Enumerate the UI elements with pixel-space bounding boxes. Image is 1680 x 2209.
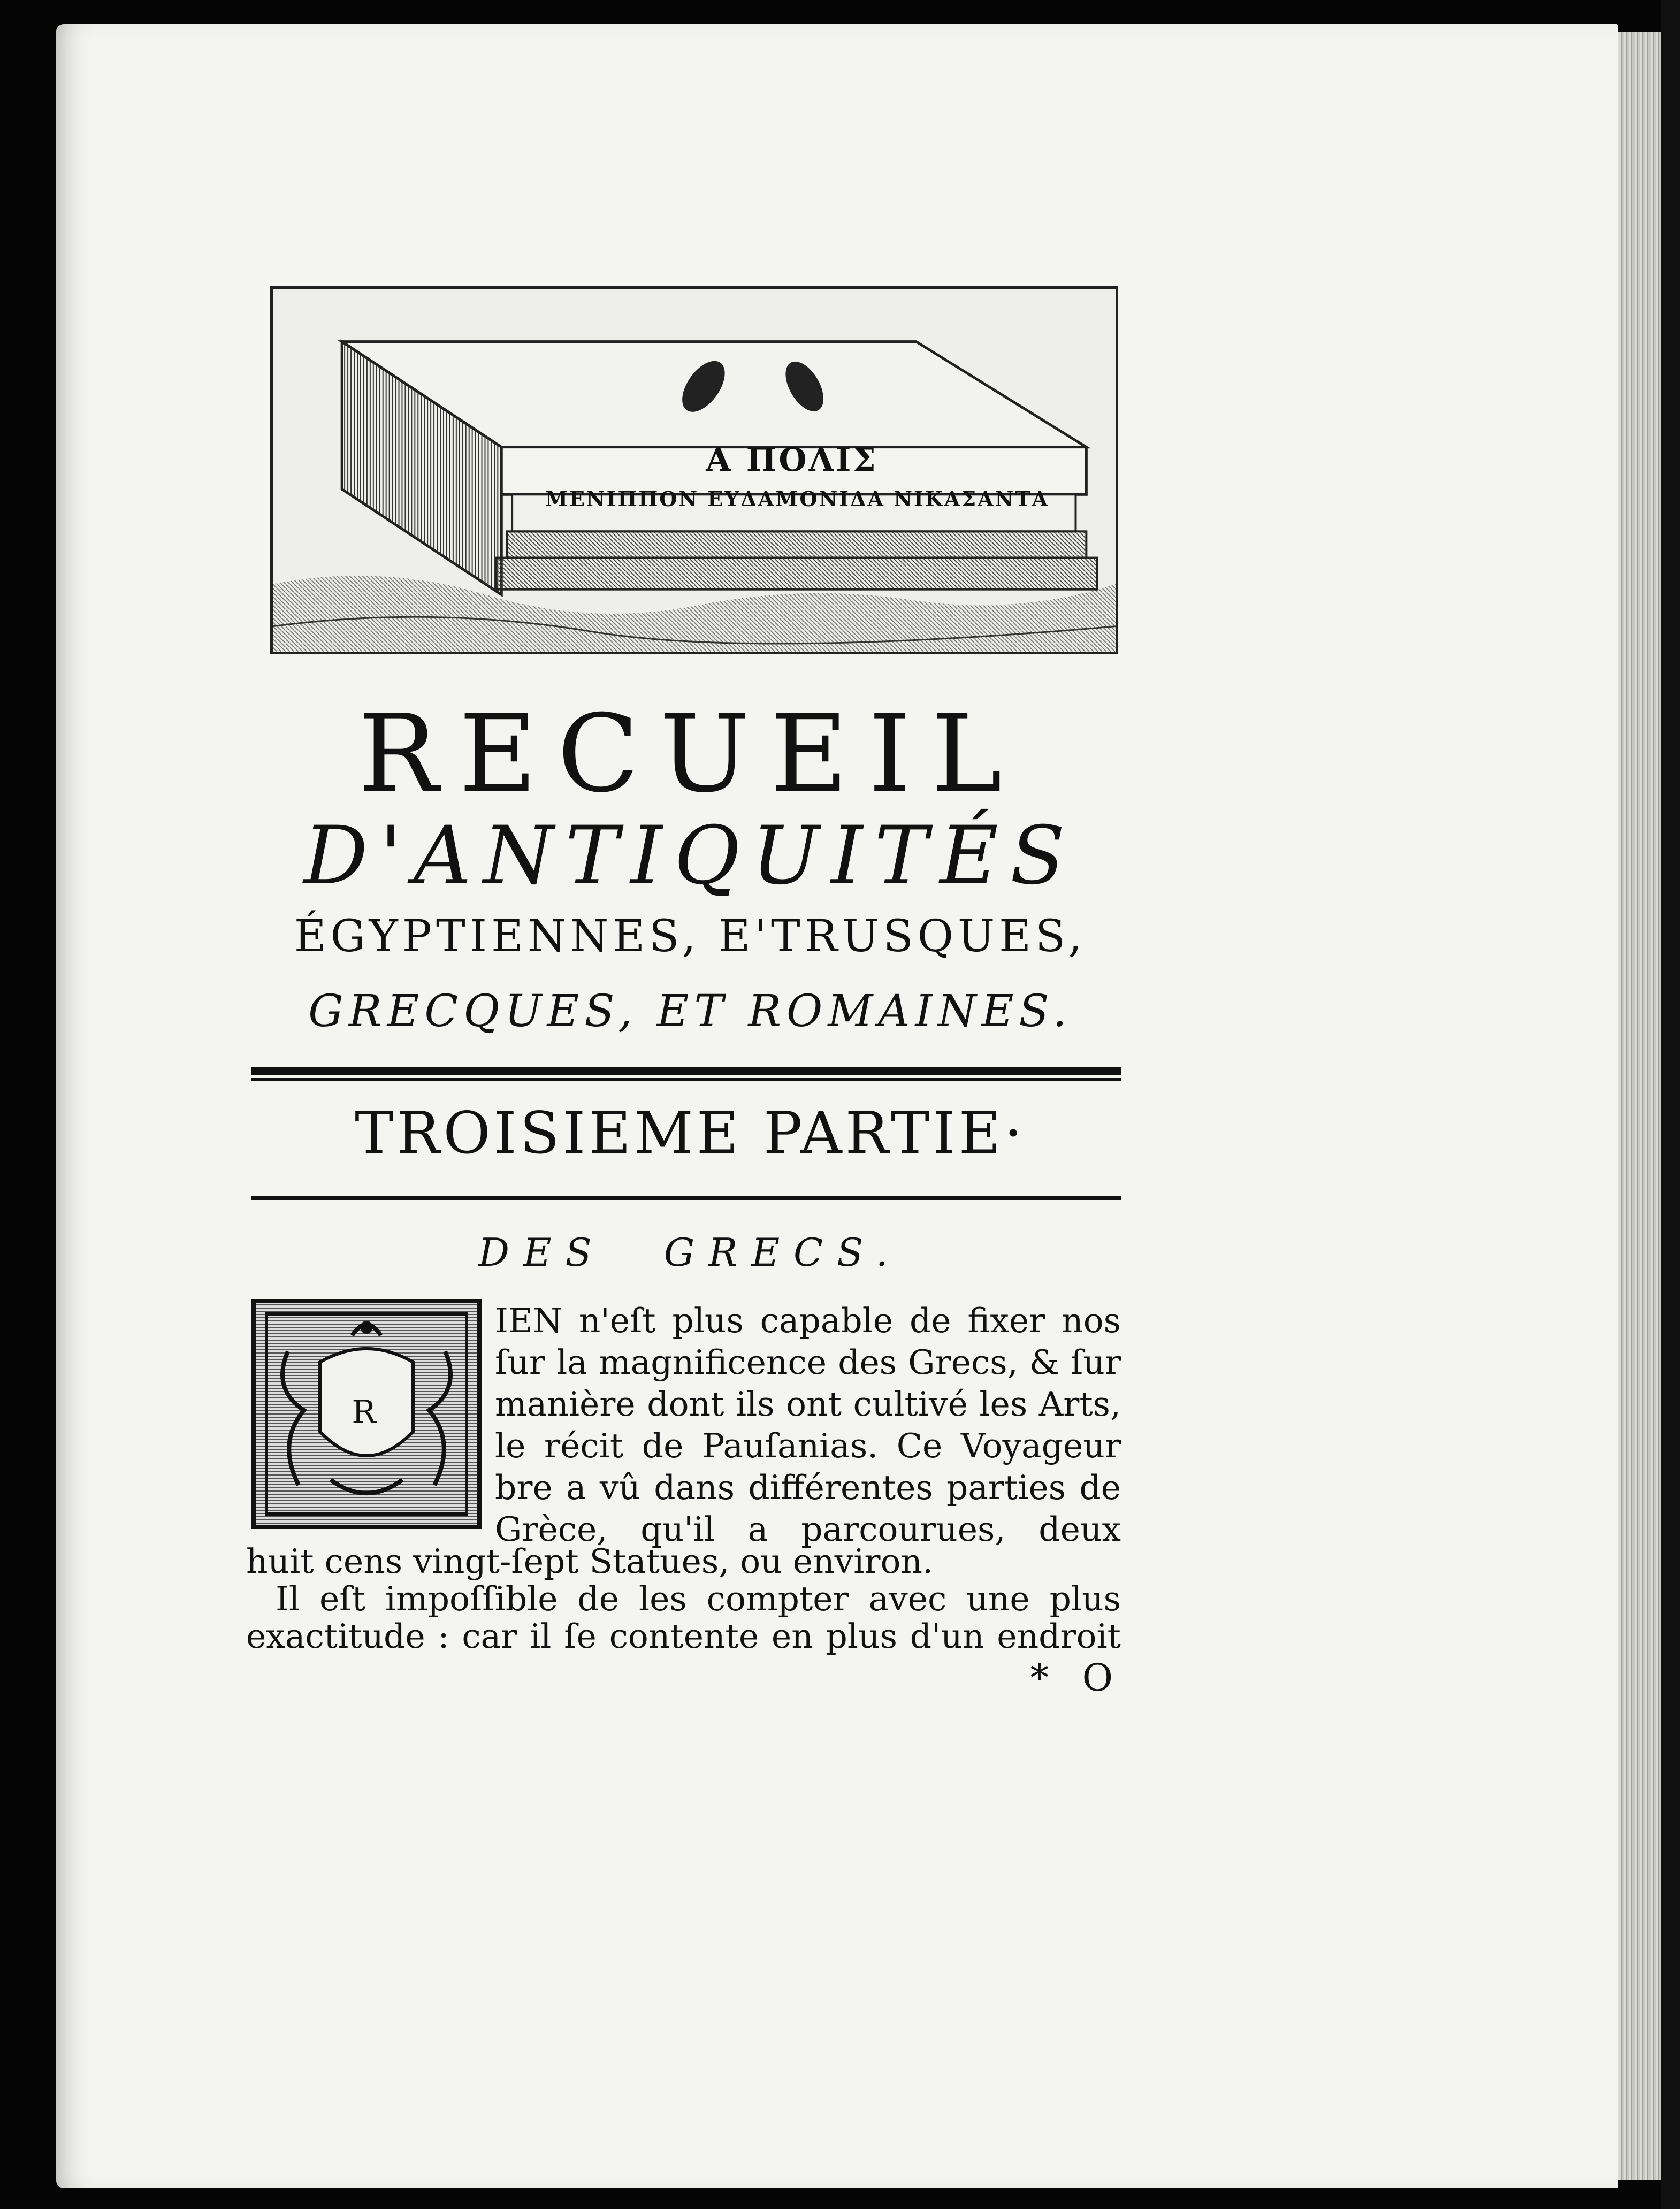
- double-rule-thin: [251, 1078, 1121, 1081]
- body-line-6: Grèce, qu'il a parcourues, deux: [495, 1510, 1121, 1549]
- section-title: DES GRECS.: [478, 1230, 902, 1275]
- title-recueil: RECUEIL: [358, 692, 1022, 816]
- body-line-4: le récit de Pauſanias. Ce Voyageur: [495, 1426, 1121, 1465]
- drop-cap-letter: R: [352, 1394, 376, 1431]
- body-line-2: ſur la magnificence des Grecs, & ſur: [495, 1343, 1121, 1382]
- body-line-1: IEN n'eſt plus capable de fixer nos: [495, 1301, 1121, 1340]
- body-line-9: exactitude : car il ſe contente en plus d'un endroit: [246, 1617, 1121, 1656]
- title-grecques: GRECQUES, ET ROMAINES.: [308, 986, 1072, 1037]
- double-rule: [251, 1067, 1121, 1081]
- title-antiquites: D'ANTIQUITÉS: [303, 809, 1077, 903]
- catchword: * O: [1030, 1656, 1124, 1700]
- plaque-inscription: ΜΕΝΙΠΠΟΝ ΕΥΔΑΜΟΝΙΔΑ ΝΙΚΑΣΑΝΤΑ: [545, 487, 1050, 511]
- plaque-title: Α ΠΟΛΙΣ: [706, 441, 878, 479]
- binding-shadow: [1661, 0, 1680, 2209]
- body-line-3: manière dont ils ont cultivé les Arts,: [495, 1385, 1121, 1424]
- part-title: TROISIEME PARTIE·: [355, 1100, 1026, 1167]
- body-line-8: Il eſt impoſſible de les compter avec une plus: [276, 1579, 1121, 1618]
- body-line-5: bre a vû dans différentes parties de: [495, 1468, 1121, 1507]
- page-edges: [1618, 32, 1661, 2180]
- double-rule-thick: [251, 1067, 1121, 1075]
- title-egyptiennes: ÉGYPTIENNES, E'TRUSQUES,: [294, 911, 1087, 962]
- body-line-7: huit cens vingt-ſept Statues, ou environ.: [246, 1542, 934, 1581]
- single-rule: [251, 1196, 1121, 1200]
